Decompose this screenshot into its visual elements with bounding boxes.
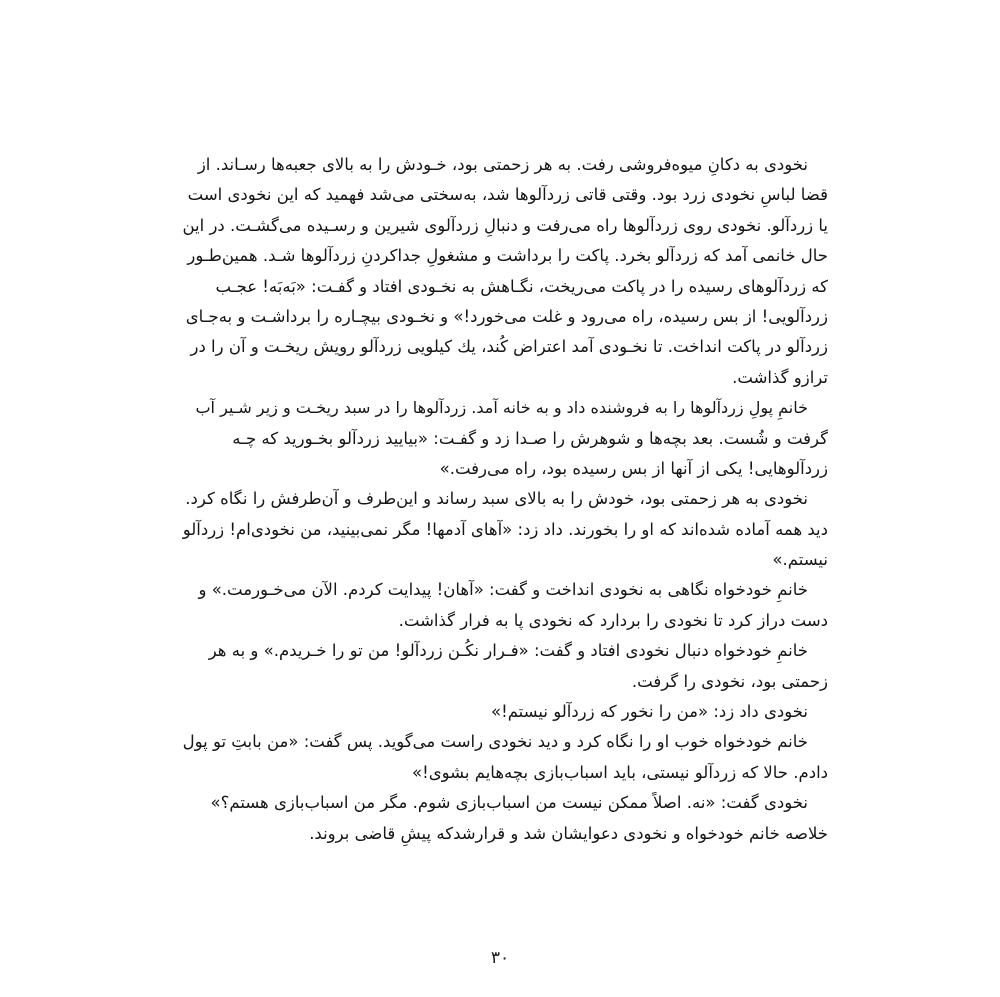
paragraph <box>178 727 828 788</box>
text-line: خانم خودخواه خوب او را نگاه کرد و دید نخودی راست می‌گوید. پس گفت: «من بابتِ تو پول <box>182 732 808 752</box>
text-line: یا زردآلو. نخودی روی زردآلوها راه می‌رفت و دنبالِ زردآلوی شیرین و رسـیده می‌گشـت. در این <box>182 215 828 235</box>
page-number: ۳۰ <box>490 948 510 968</box>
paragraph <box>178 788 828 818</box>
text-line: زحمتی بود، نخودی را گرفت. <box>631 671 828 691</box>
text-line: نخودی به دکانِ میوه‌فروشی رفت. به هر زحمتی بود، خـودش را به بالای جعبه‌ها رسـاند. از <box>197 155 808 174</box>
paragraph <box>178 575 828 636</box>
text-line: قضا لباسِ نخودی زرد بود. وقتی قاتی زردآلوها شد، به‌سختی می‌شد فهمید که این نخودی است <box>187 185 828 205</box>
text-line: گرفت و شُست. بعد بچه‌ها و شوهرش را صـدا زد و گفـت: «بیایید زردآلو بخـورید که چـه <box>232 428 828 448</box>
paragraph <box>178 484 828 575</box>
paragraph <box>178 393 828 484</box>
text-line: زردآلو در پاکت انداخت. تا نخـودی آمد اعتراض کُند، یك کیلویی زردآلو رویش ریخـت و آن را در <box>190 337 828 357</box>
text-line: نخودی به هر زحمتی بود، خودش را به بالای سبد رساند و این‌طرف و آن‌طرفش را نگاه کرد. <box>185 489 808 509</box>
paragraph <box>178 150 828 393</box>
text-line: حال خانمی آمد که زردآلو بخرد. پاکت را برداشت و مشغولِ جداکردنِ زردآلوها شـد. همین‌طـور <box>187 246 828 266</box>
text-line: زردآلوهایی! یکی از آنها از بس رسیده بود، راه می‌رفت.» <box>439 458 828 478</box>
text-line: دست دراز کرد تا نخودی را بردارد که نخودی پا به فرار گذاشت. <box>398 610 828 630</box>
text-line: دید همه آماده شده‌اند که او را بخورند. داد زد: «آهای آدمها! مگر نمی‌بینید، من نخودی‌ام! زردآلو <box>182 519 828 539</box>
text-line: خانمِ خودخواه دنبال نخودی افتاد و گفت: «فـرار نکُـن زردآلو! من تو را خـریدم.» و به هر <box>208 641 808 661</box>
text-line: نخودی گفت: «نه. اصلاً ممکن نیست من اسباب‌بازی شوم. مگر من اسباب‌بازی هستم؟» <box>210 793 808 813</box>
text-line: نخودی داد زد: «من را نخور که زردآلو نیستم!» <box>490 702 808 722</box>
paragraph <box>178 819 828 849</box>
text-line: دادم. حالا که زردآلو نیستی، باید اسباب‌بازی بچه‌هایم بشوی!» <box>412 762 828 782</box>
paragraph <box>178 697 828 727</box>
text-line: ترازو گذاشت. <box>732 367 828 387</box>
text-line: که زردآلوهای رسیده را در پاکت می‌ریخت، نگـاهش به نخـودی افتاد و گفـت: «بَه‌بَه! عجـب <box>215 276 828 296</box>
text-line: خانمِ خودخواه نگاهی به نخودی انداخت و گفت: «آهان! پیدایت کردم. الآن می‌خـورمت.» و <box>198 580 808 600</box>
text-line: زردآلویی! از بس رسیده، راه می‌رود و غلت می‌خورد!» و نخـودی بیچـاره را برداشـت و به‌جـای <box>185 306 828 326</box>
text-line: نیستم.» <box>772 550 828 570</box>
text-line: خلاصه خانم خودخواه و نخودی دعوایشان شد و قرارشدکه پیشِ قاضی بروند. <box>309 823 828 843</box>
paragraph <box>178 636 828 697</box>
story-text <box>178 150 828 849</box>
text-line: خانمِ پولِ زردآلوها را به فروشنده داد و به خانه آمد. زردآلوها را در سبد ریخـت و زیر شـیر آب <box>195 398 808 418</box>
